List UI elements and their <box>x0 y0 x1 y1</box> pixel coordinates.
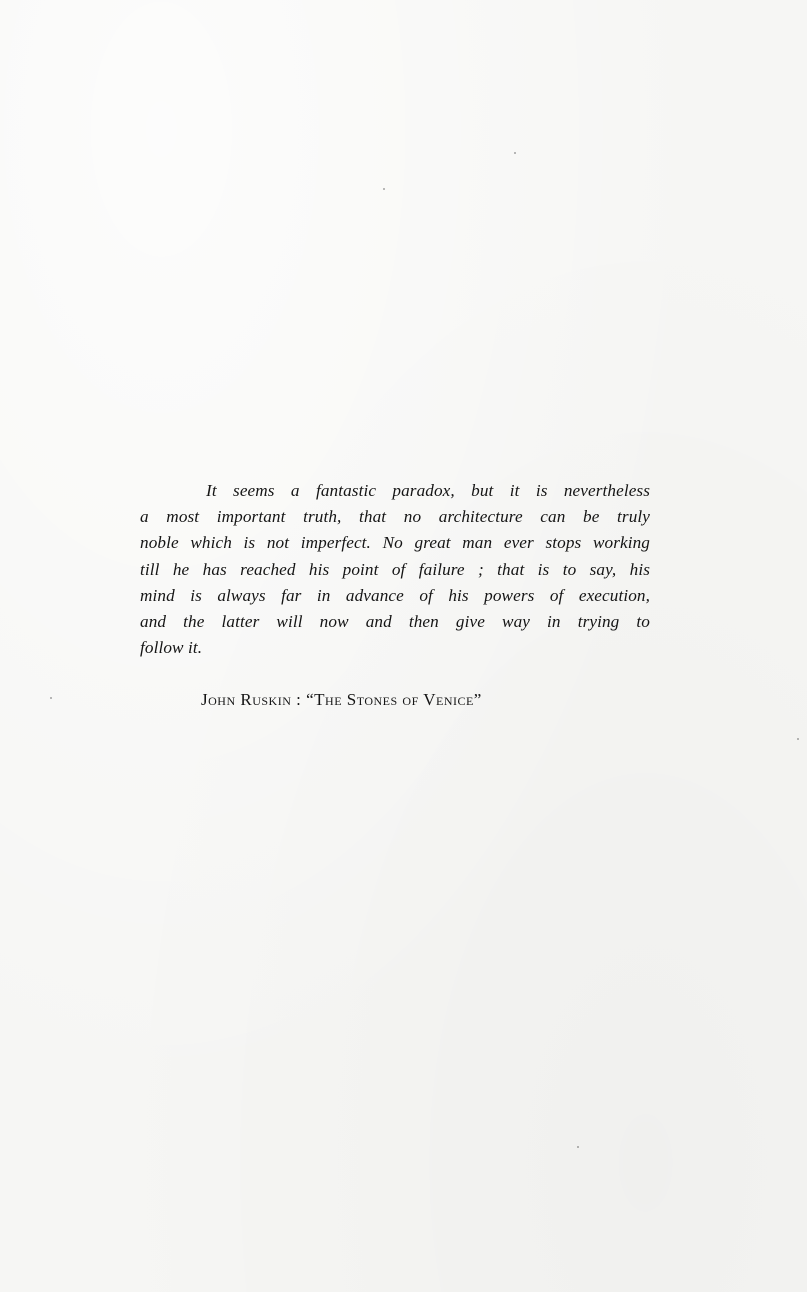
quote-line: noble which is not imperfect. No great man ever stops working <box>140 533 650 553</box>
quote-line: a most important truth, that no architecture can be truly <box>140 507 650 527</box>
quote-line: It seems a fantastic paradox, but it is nevertheless <box>206 481 650 500</box>
quote-line: follow it. <box>140 638 203 658</box>
paper-speck <box>50 697 52 699</box>
quote-line: mind is always far in advance of his powers of execution, <box>140 585 650 605</box>
quote-attribution: John Ruskin : “The Stones of Venice” <box>201 690 482 709</box>
paper-speck <box>797 738 799 740</box>
paper-speck <box>577 1146 579 1148</box>
quote-line: and the latter will now and then give way in trying to <box>140 612 650 632</box>
paper-speck <box>383 188 385 190</box>
epigraph-quote <box>140 478 650 661</box>
quote-line: till he has reached his point of failure ; that is to say, his <box>140 559 650 579</box>
paper-speck <box>514 152 516 154</box>
